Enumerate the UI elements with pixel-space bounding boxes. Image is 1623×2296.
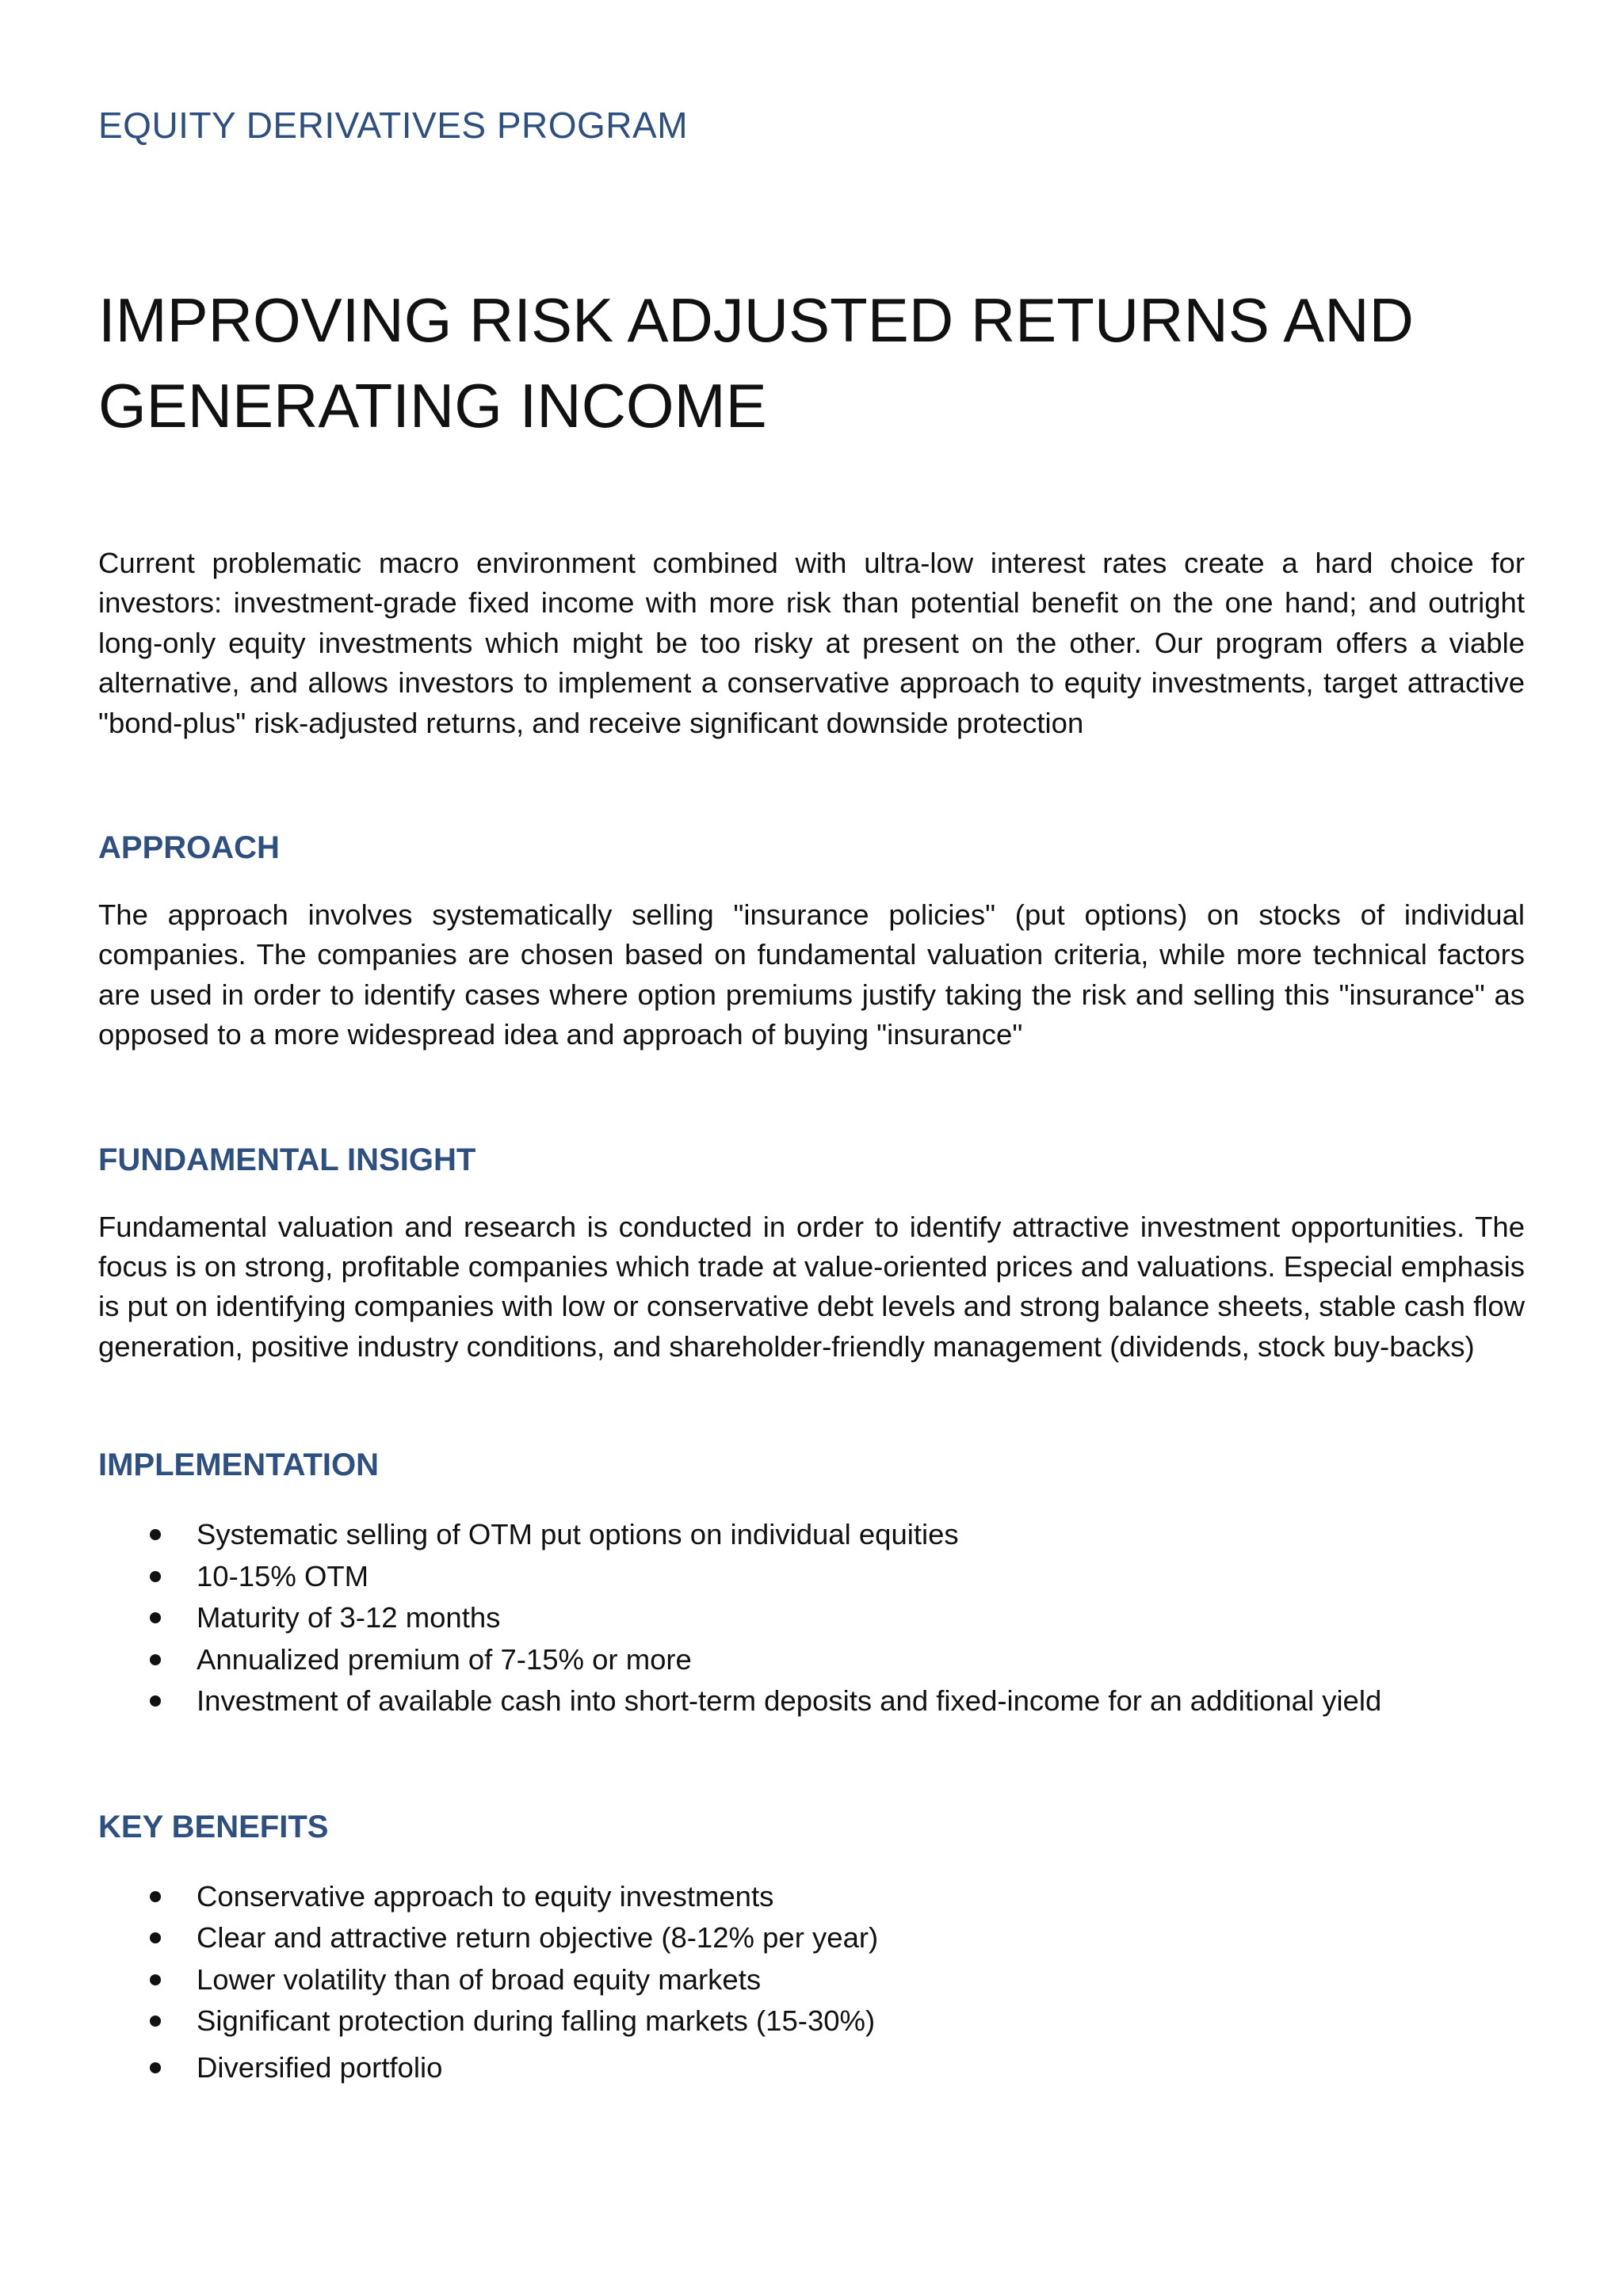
bullet-icon: [150, 1974, 161, 1985]
bullet-icon: [150, 1612, 161, 1623]
page-title: [98, 277, 1525, 448]
list-item: [98, 2000, 1525, 2042]
list-item: [98, 1680, 1525, 1722]
list-item-text: Significant protection during falling markets (15-30%): [197, 2004, 876, 2038]
list-item: [98, 1876, 1525, 1918]
list-item-text: Clear and attractive return objective (8-12% per year): [197, 1921, 879, 1955]
intro-paragraph: Current problematic macro environment combined with ultra-low interest rates create a hard choice for investors: investment-grade fixed income with more risk than potential benefit on the one hand; and outright long-only equity investments which might be too risky at present on the other. Our program offers a viable alternative, and allows investors to implement a conservative approach to equity investments, target attractive "bond-plus" risk-adjusted returns, and receive significant downside protection: [98, 547, 1525, 739]
program-title: EQUITY DERIVATIVES PROGRAM: [98, 105, 689, 146]
page-title-line-1: IMPROVING RISK ADJUSTED RETURNS AND: [98, 285, 1414, 355]
key-benefits-heading: KEY BENEFITS: [98, 1809, 329, 1844]
list-item-text: Systematic selling of OTM put options on individual equities: [197, 1518, 959, 1551]
page-title-line-2: GENERATING INCOME: [98, 371, 767, 441]
implementation-heading: IMPLEMENTATION: [98, 1447, 380, 1483]
list-item-text: Conservative approach to equity investments: [197, 1879, 774, 1913]
list-item-text: Investment of available cash into short-term deposits and fixed-income for an additional yield: [197, 1684, 1382, 1718]
bullet-icon: [150, 2016, 161, 2027]
list-item-text: Lower volatility than of broad equity markets: [197, 1962, 762, 1996]
bullet-icon: [150, 1932, 161, 1943]
bullet-icon: [150, 1695, 161, 1707]
bullet-icon: [150, 1529, 161, 1540]
list-item-text: Diversified portfolio: [197, 2050, 443, 2084]
list-item: [98, 1639, 1525, 1681]
fundamental-insight-heading: FUNDAMENTAL INSIGHT: [98, 1142, 476, 1177]
list-item: [98, 1959, 1525, 2001]
list-item: [98, 2047, 1525, 2089]
key-benefits-list: [98, 1876, 1525, 2089]
list-item: [98, 1917, 1525, 1959]
bullet-icon: [150, 1891, 161, 1902]
bullet-icon: [150, 1654, 161, 1665]
approach-heading: APPROACH: [98, 830, 280, 866]
list-item: [98, 1514, 1525, 1556]
list-item-text: Annualized premium of 7-15% or more: [197, 1642, 692, 1676]
list-item: [98, 1556, 1525, 1598]
bullet-icon: [150, 1571, 161, 1582]
list-item-text: Maturity of 3-12 months: [197, 1601, 501, 1634]
approach-paragraph: The approach involves systematically selling "insurance policies" (put options) on stocks of individual companies. The companies are chosen based on fundamental valuation criteria, while more technical factors are used in order to identify cases where option premiums justify taking the risk and selling this "insurance" as opposed to a more widespread idea and approach of buying "insurance": [98, 898, 1525, 1051]
fundamental-insight-paragraph: Fundamental valuation and research is conducted in order to identify attractive investment opportunities. The focus is on strong, profitable companies which trade at value-oriented prices and valuations. Especial emphasis is put on identifying companies with low or conservative debt levels and strong balance sheets, stable cash flow generation, positive industry conditions, and shareholder-friendly management (dividends, stock buy-backs): [98, 1210, 1525, 1363]
implementation-list: [98, 1514, 1525, 1722]
list-item-text: 10-15% OTM: [197, 1559, 369, 1592]
list-item: [98, 1597, 1525, 1639]
bullet-icon: [150, 2062, 161, 2073]
